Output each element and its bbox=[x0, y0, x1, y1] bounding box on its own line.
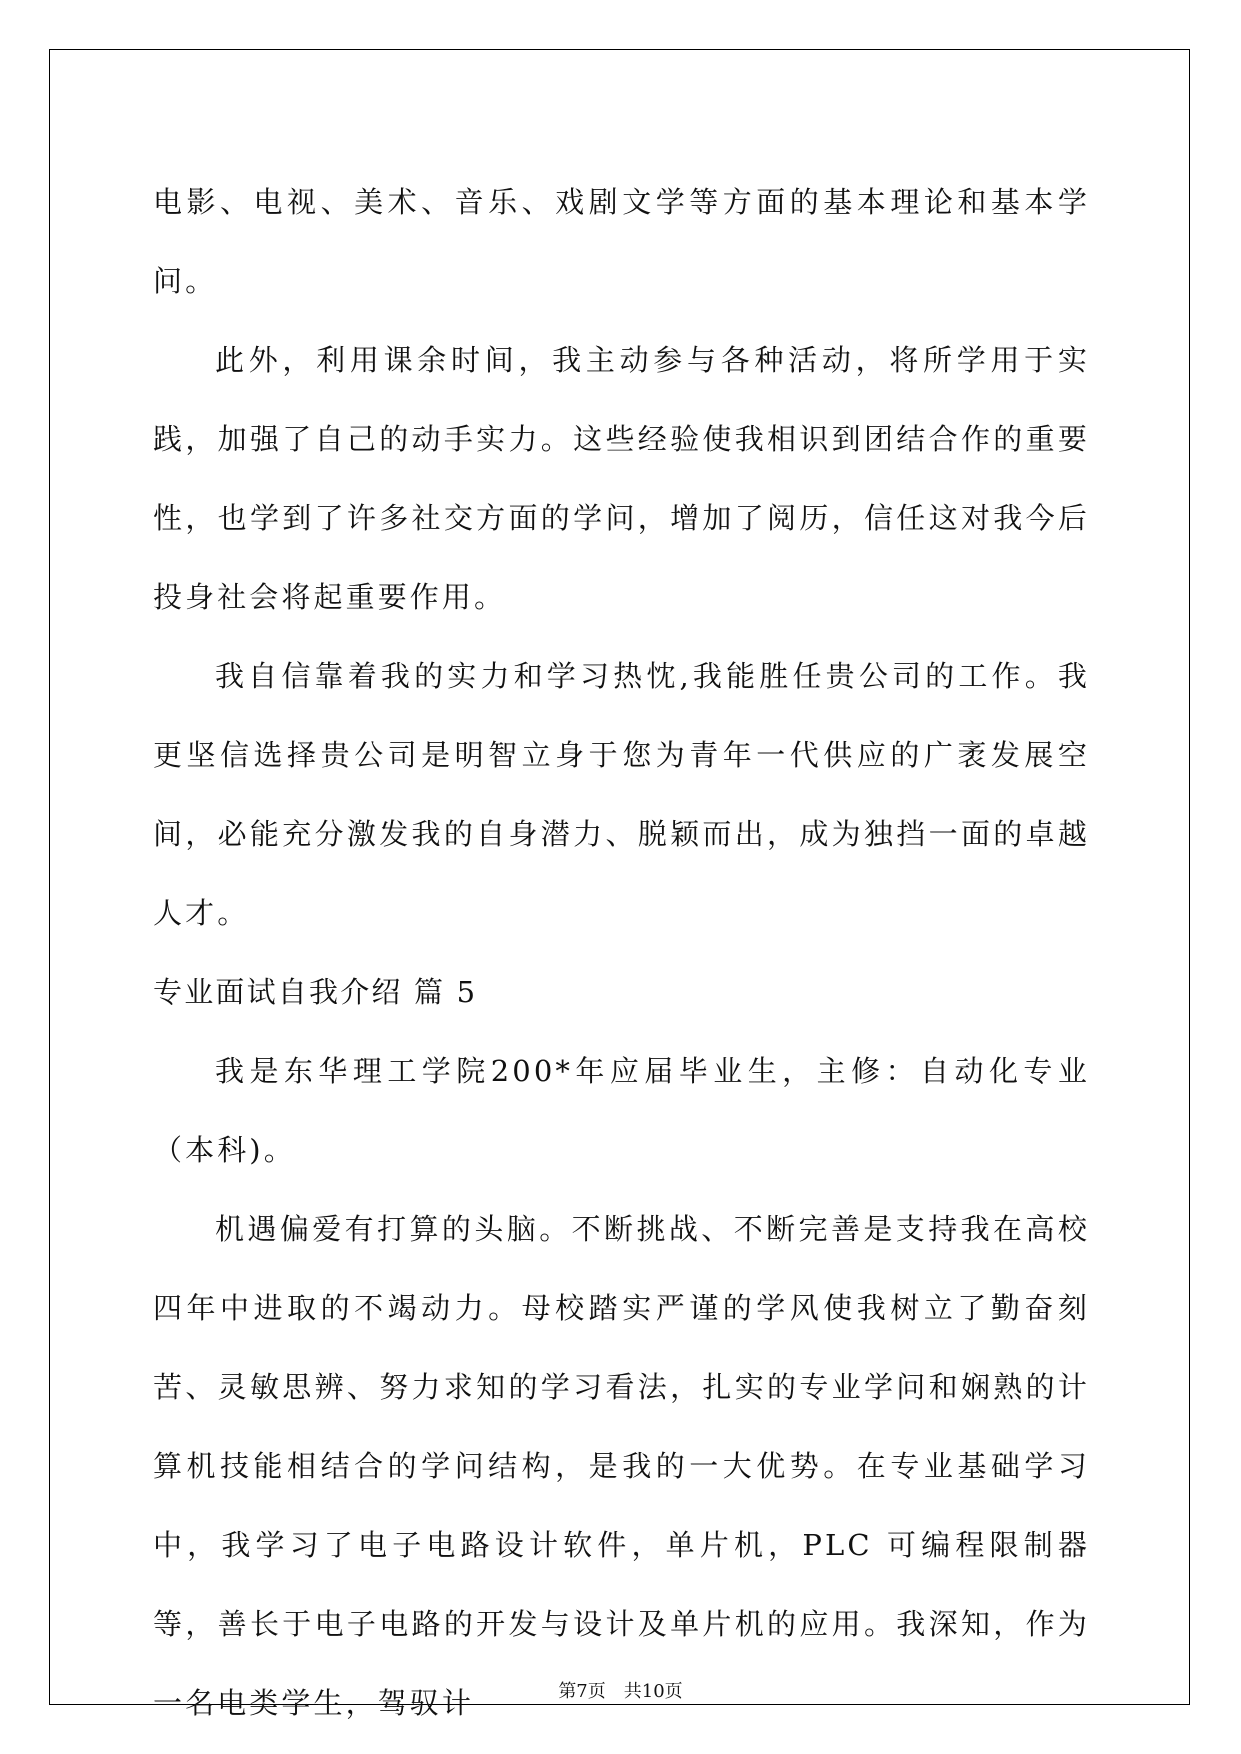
page-number: 第7页 bbox=[558, 1681, 606, 1702]
paragraph-5: 机遇偏爱有打算的头脑。不断挑战、不断完善是支持我在高校四年中进取的不竭动力。母校踏实严谨的学风使我树立了勤奋刻苦、灵敏思辨、努力求知的学习看法，扎实的专业学问和娴熟的计算机技能相结合的学问结构，是我的一大优势。在专业基础学习中，我学习了电子电路设计软件，单片机，PLC 可编程限制器等，善长于电子电路的开发与设计及单片机的应用。我深知，作为一名电类学生，驾驭计 bbox=[153, 1212, 1090, 1720]
document-body bbox=[153, 163, 1090, 1743]
section-heading: 专业面试自我介绍 篇 5 bbox=[153, 975, 478, 1009]
page-footer bbox=[0, 1677, 1241, 1703]
paragraph-4: 我是东华理工学院200*年应届毕业生，主修：自动化专业（本科)。 bbox=[153, 1054, 1090, 1167]
page-total: 共10页 bbox=[623, 1681, 683, 1702]
paragraph-3: 我自信靠着我的实力和学习热忱,我能胜任贵公司的工作。我更坚信选择贵公司是明智立身于您为青年一代供应的广袤发展空间，必能充分激发我的自身潜力、脱颖而出，成为独挡一面的卓越人才。 bbox=[153, 659, 1090, 930]
paragraph-2: 此外，利用课余时间，我主动参与各种活动，将所学用于实践，加强了自己的动手实力。这些经验使我相识到团结合作的重要性，也学到了许多社交方面的学问，增加了阅历，信任这对我今后投身社会将起重要作用。 bbox=[153, 343, 1090, 614]
paragraph-1: 电影、电视、美术、音乐、戏剧文学等方面的基本理论和基本学问。 bbox=[153, 185, 1090, 298]
